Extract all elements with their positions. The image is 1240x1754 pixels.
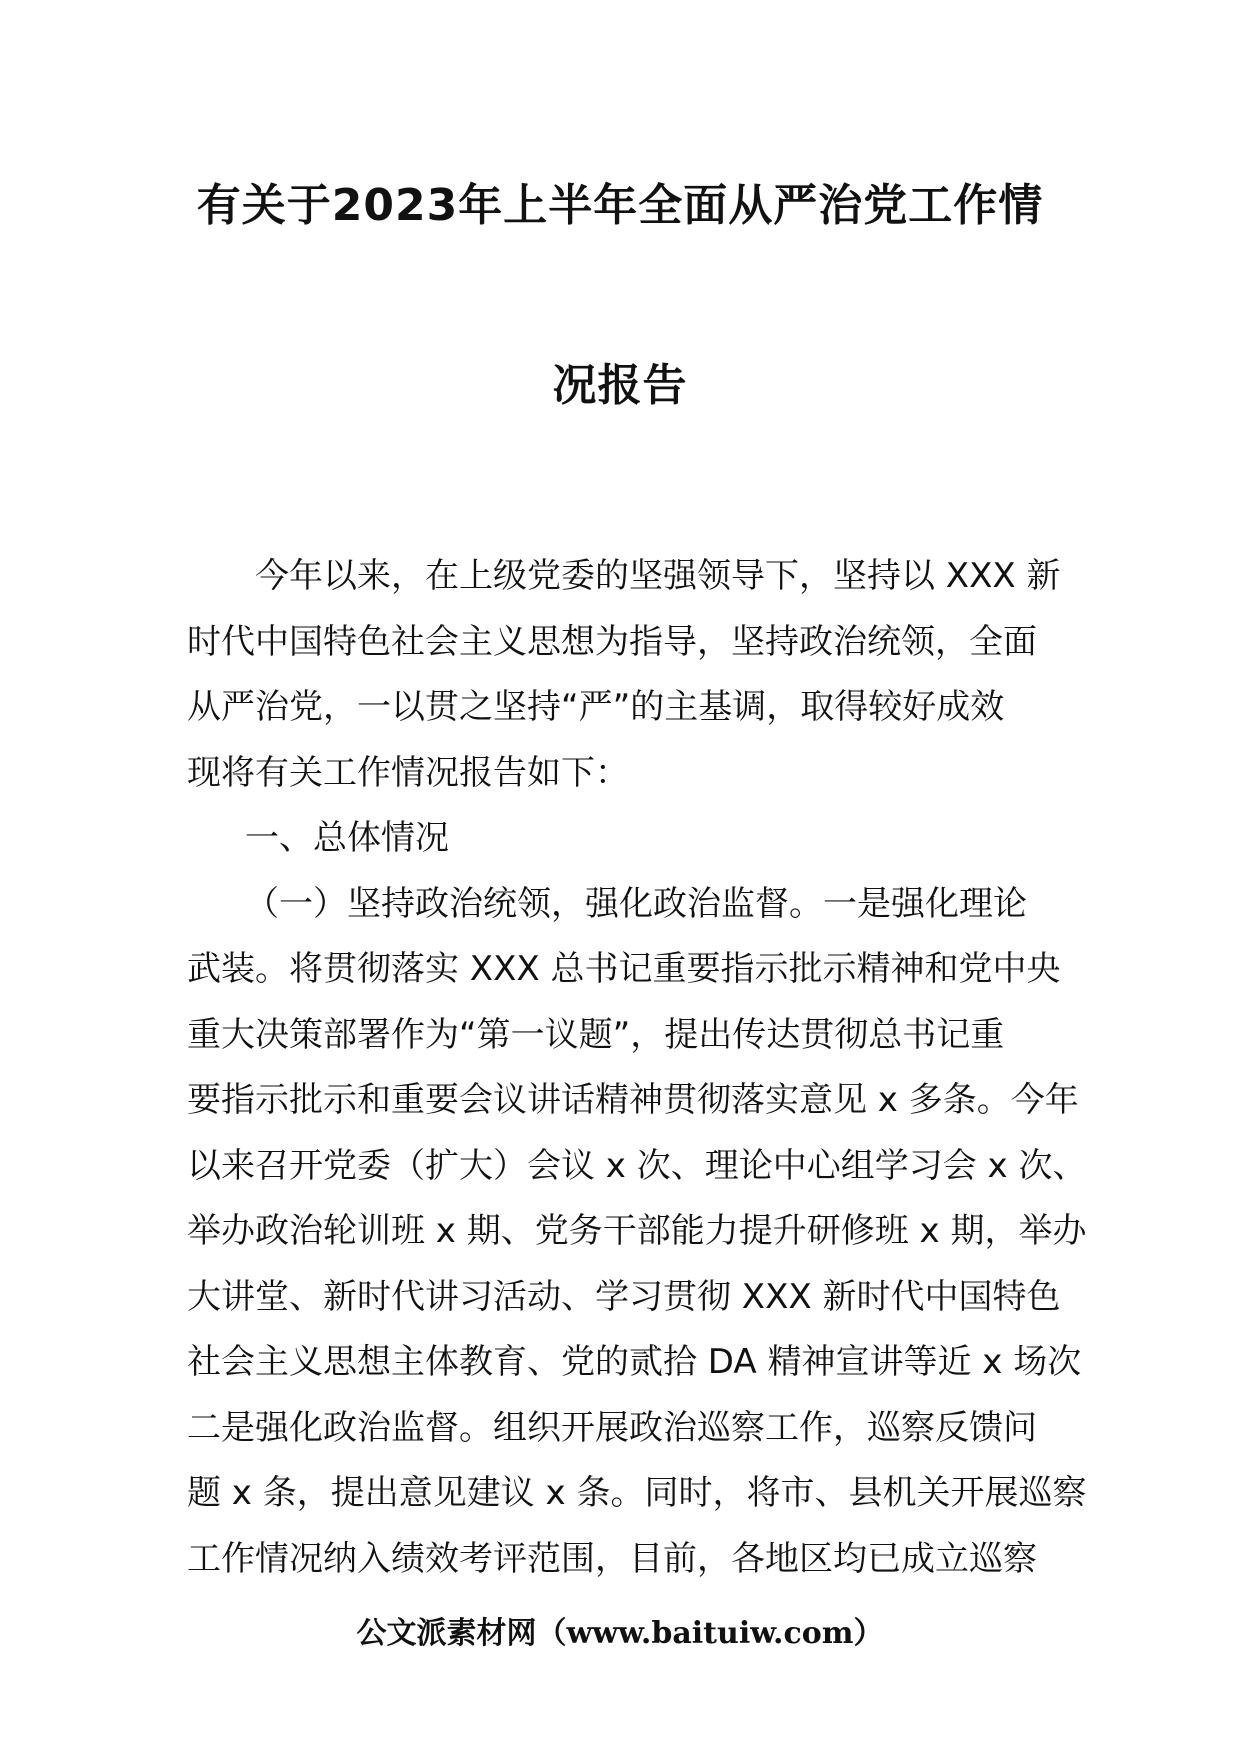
paragraph-line: 社会主义思想主体教育、党的贰拾 DA 精神宣讲等近 x 场次 <box>187 1342 1082 1382</box>
document-title-line-1: 有关于2023年上半年全面从严治党工作情 <box>196 180 1044 231</box>
paragraph-line: 从严治党，一以贯之坚持“严”的主基调，取得较好成效 <box>187 687 1005 727</box>
paragraph-line: 题 x 条，提出意见建议 x 条。同时，将市、县机关开展巡察 <box>187 1473 1087 1513</box>
subsection-heading-line: （一）坚持政治统领，强化政治监督。一是强化理论 <box>245 883 1027 924</box>
footer-watermark: 公文派素材网（www.baituiw.com） <box>356 1616 884 1651</box>
paragraph-line: 要指示批示和重要会议讲话精神贯彻落实意见 x 多条。今年 <box>187 1080 1079 1120</box>
paragraph-line: 以来召开党委（扩大）会议 x 次、理论中心组学习会 x 次、 <box>187 1145 1087 1186</box>
paragraph-line: 重大决策部署作为“第一议题”，提出传达贯彻总书记重 <box>187 1014 1005 1055</box>
paragraph-line: 现将有关工作情况报告如下： <box>187 752 629 793</box>
section-heading: 一、总体情况 <box>245 818 449 858</box>
paragraph-line: 二是强化政治监督。组织开展政治巡察工作，巡察反馈问 <box>187 1407 1037 1448</box>
paragraph-line: 工作情况纳入绩效考评范围，目前，各地区均已成立巡察 <box>187 1538 1037 1579</box>
paragraph-line: 武装。将贯彻落实 XXX 总书记重要指示批示精神和党中央 <box>187 949 1061 989</box>
document-title-line-2: 况报告 <box>552 360 688 411</box>
paragraph-line: 大讲堂、新时代讲习活动、学习贯彻 XXX 新时代中国特色 <box>187 1276 1061 1317</box>
paragraph-line: 举办政治轮训班 x 期、党务干部能力提升研修班 x 期，举办 <box>187 1211 1087 1251</box>
document-body <box>187 544 1087 1592</box>
paragraph-line: 时代中国特色社会主义思想为指导，坚持政治统领，全面 <box>187 621 1037 662</box>
paragraph-line: 今年以来，在上级党委的坚强领导下，坚持以 XXX 新 <box>255 556 1061 596</box>
